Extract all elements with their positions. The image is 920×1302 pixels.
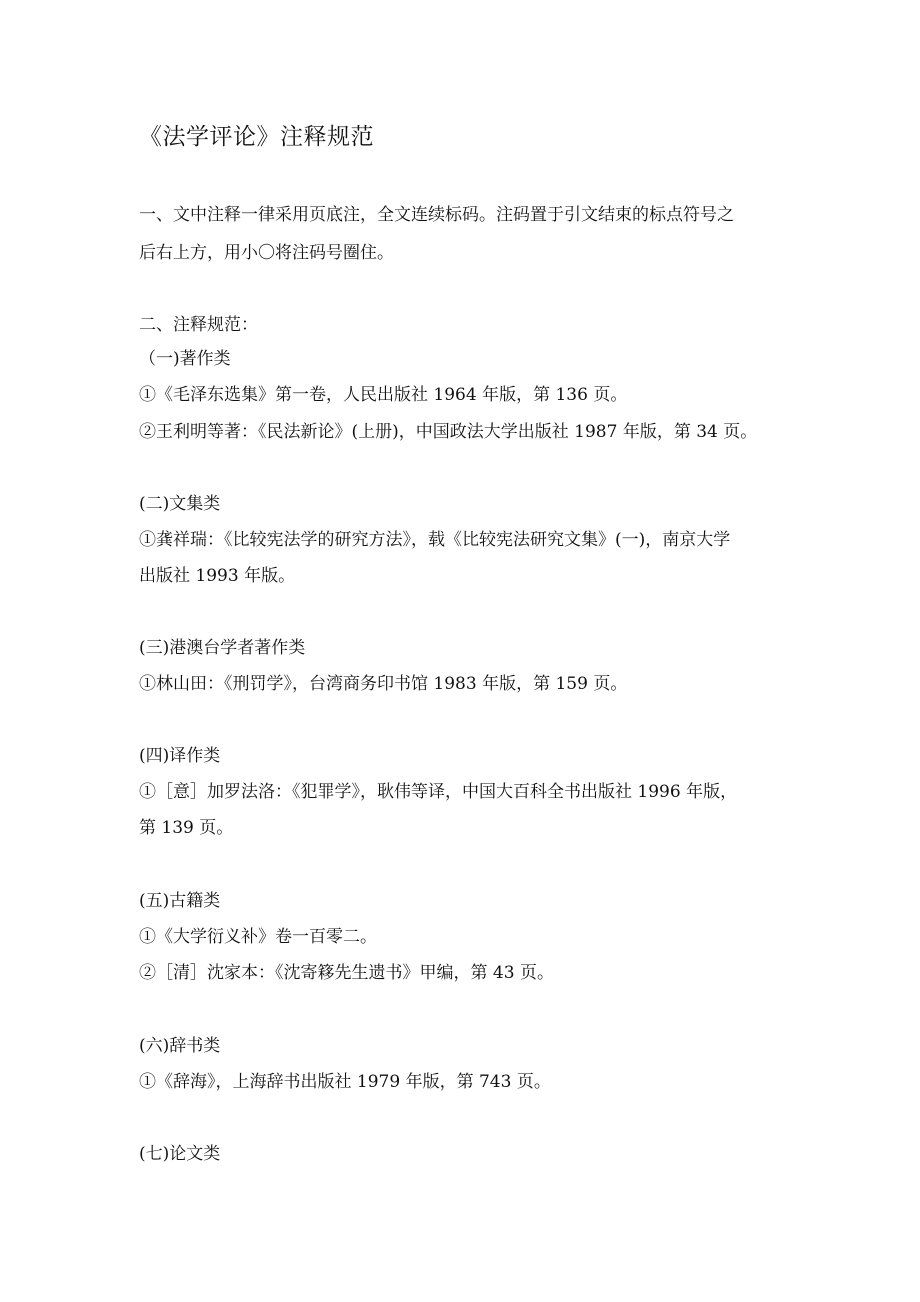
citation-item: ①《毛泽东选集》第一卷，人民出版社 1964 年版，第 136 页。 bbox=[139, 385, 628, 405]
category-heading-hk-macau-taiwan: (三)港澳台学者著作类 bbox=[139, 638, 306, 658]
document-title: 《法学评论》注释规范 bbox=[139, 124, 374, 150]
citation-item: ①《大学衍义补》卷一百零二。 bbox=[139, 927, 377, 947]
category-heading-dictionaries: (六)辞书类 bbox=[139, 1036, 221, 1056]
section2-heading: 二、注释规范： bbox=[139, 315, 258, 335]
section1-line2: 后右上方，用小〇将注码号圈住。 bbox=[139, 243, 394, 263]
citation-item-continued: 第 139 页。 bbox=[139, 818, 234, 838]
citation-item-continued: 出版社 1993 年版。 bbox=[139, 566, 296, 586]
citation-item: ①林山田：《刑罚学》，台湾商务印书馆 1983 年版，第 159 页。 bbox=[139, 674, 628, 694]
citation-item: ①龚祥瑞：《比较宪法学的研究方法》，载《比较宪法研究文集》(一)，南京大学 bbox=[139, 530, 731, 550]
citation-item: ②［清］沈家本：《沈寄簃先生遗书》甲编，第 43 页。 bbox=[139, 963, 554, 983]
category-heading-collections: (二)文集类 bbox=[139, 494, 221, 514]
section1-line1: 一、文中注释一律采用页底注，全文连续标码。注码置于引文结束的标点符号之 bbox=[139, 205, 734, 225]
citation-item: ①《辞海》，上海辞书出版社 1979 年版，第 743 页。 bbox=[139, 1072, 551, 1092]
citation-item: ①［意］加罗法洛：《犯罪学》，耿伟等译，中国大百科全书出版社 1996 年版， bbox=[139, 782, 738, 802]
category-heading-papers: (七)论文类 bbox=[139, 1144, 221, 1164]
category-heading-ancient-books: (五)古籍类 bbox=[139, 891, 221, 911]
category-heading-translations: (四)译作类 bbox=[139, 746, 221, 766]
category-heading-works: （一)著作类 bbox=[139, 349, 231, 369]
citation-item: ②王利明等著：《民法新论》(上册)，中国政法大学出版社 1987 年版，第 34 页。 bbox=[139, 422, 758, 442]
